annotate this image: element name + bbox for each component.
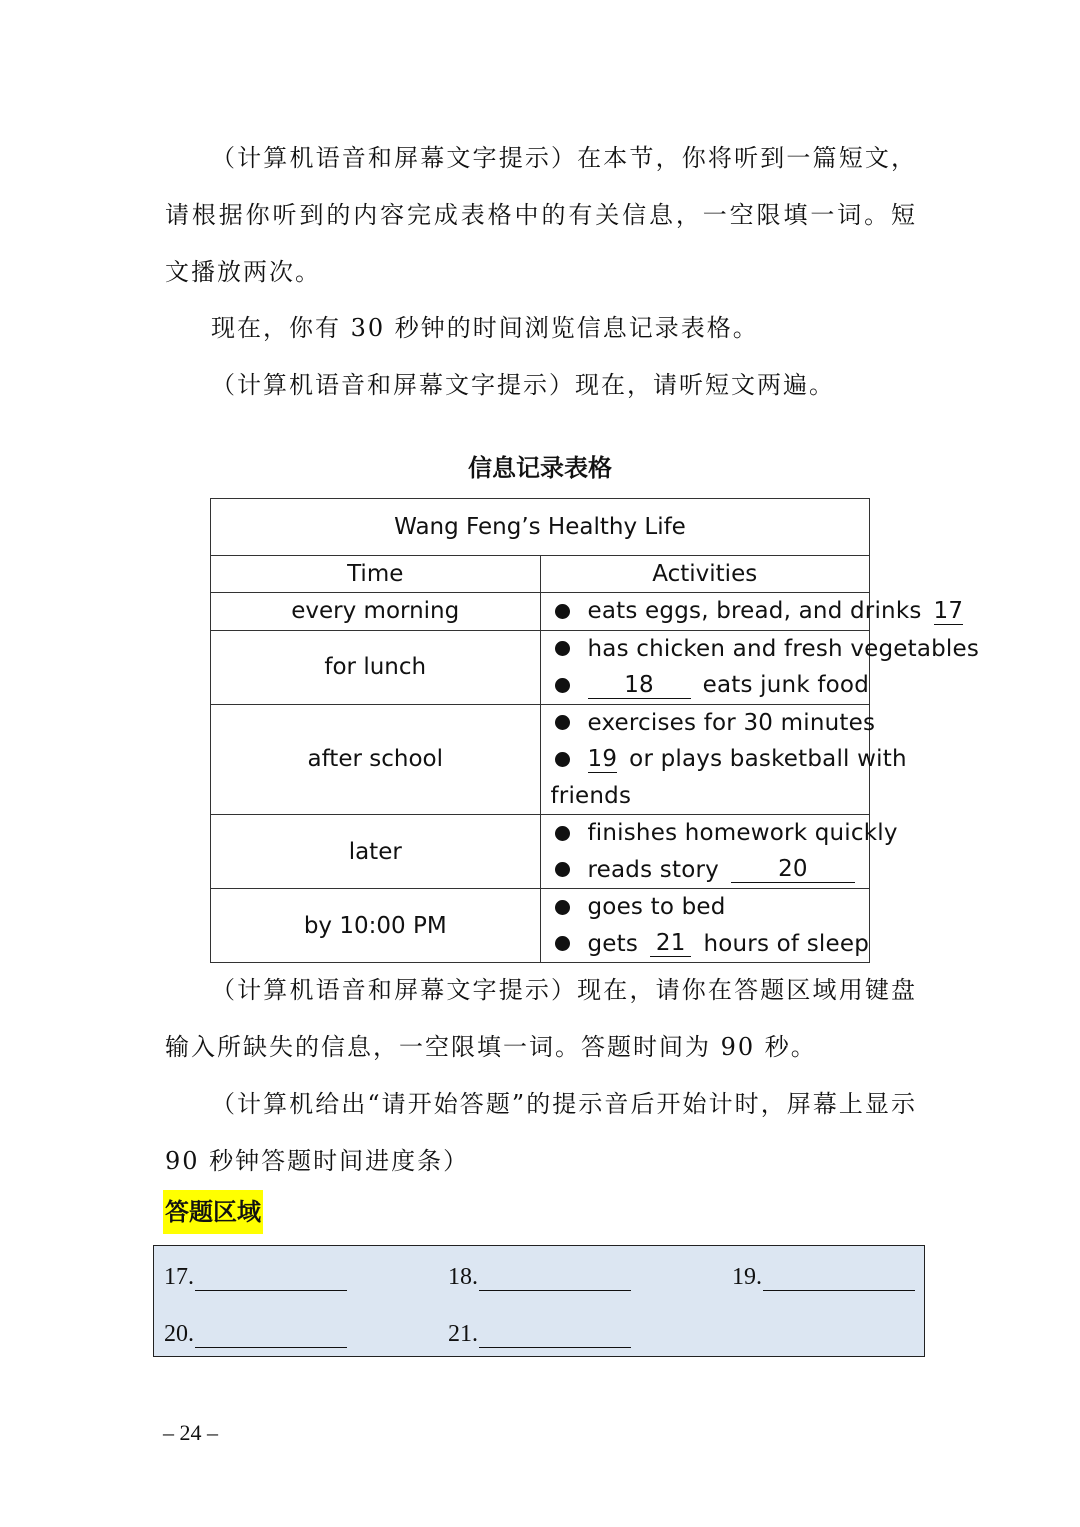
time-cell: for lunch	[211, 630, 541, 704]
table-row	[211, 889, 870, 963]
bullet-icon	[555, 900, 570, 915]
preview-instruction: 现在，你有 30 秒钟的时间浏览信息记录表格。	[211, 314, 759, 342]
activity-text: hours of sleep	[703, 930, 869, 957]
activities-cell	[540, 889, 870, 963]
intro-paragraph: （计算机语音和屏幕文字提示）在本节，你将听到一篇短文，请根据你听到的内容完成表格中的有关信息，一空限填一词。短文播放两次。	[165, 144, 917, 286]
bullet-icon	[555, 641, 570, 656]
answer-item-18	[448, 1261, 631, 1291]
blank-20: 20	[731, 856, 855, 883]
answer-number: 20.	[164, 1321, 194, 1347]
answer-input-21[interactable]	[479, 1323, 631, 1348]
activity-text-continued: friends	[550, 782, 632, 809]
activity-text: gets	[587, 930, 639, 957]
timer-instruction: （计算机给出“请开始答题”的提示音后开始计时，屏幕上显示 90 秒钟答题时间进度条）	[165, 1090, 917, 1175]
activities-cell	[540, 704, 907, 815]
blank-17: 17	[933, 597, 964, 624]
table-row	[211, 704, 870, 815]
answer-item-21	[448, 1318, 631, 1348]
bullet-icon	[555, 604, 570, 619]
answer-item-17	[164, 1261, 347, 1291]
answer-number: 19.	[732, 1264, 762, 1290]
page-number: – 24 –	[163, 1420, 218, 1445]
answer-number: 17.	[164, 1264, 194, 1290]
answer-number: 21.	[448, 1321, 478, 1347]
column-header-activities: Activities	[540, 556, 870, 593]
activity-text: eats junk food	[702, 672, 869, 699]
activity-text: finishes homework quickly	[587, 820, 898, 847]
answer-input-17[interactable]	[195, 1266, 347, 1291]
blank-19: 19	[587, 745, 618, 772]
time-cell: later	[211, 815, 541, 889]
table-row	[211, 815, 870, 889]
blank-21: 21	[650, 930, 691, 957]
time-cell: by 10:00 PM	[211, 889, 541, 963]
answer-input-20[interactable]	[195, 1323, 347, 1348]
activity-text: eats eggs, bread, and drinks	[587, 598, 922, 625]
table-heading: 信息记录表格	[468, 454, 612, 482]
activity-text: exercises for 30 minutes	[587, 709, 876, 736]
bullet-icon	[555, 715, 570, 730]
answer-area-label: 答题区域	[163, 1190, 263, 1234]
activities-cell	[540, 815, 898, 889]
activity-text: reads story	[587, 856, 719, 883]
bullet-icon	[555, 678, 570, 693]
bullet-icon	[555, 862, 570, 877]
bullet-icon	[555, 826, 570, 841]
activities-cell	[540, 593, 964, 631]
bullet-icon	[555, 936, 570, 951]
answer-area	[153, 1245, 925, 1357]
blank-18: 18	[588, 672, 691, 699]
answer-input-18[interactable]	[479, 1266, 631, 1291]
activity-text: or plays basketball with	[629, 746, 907, 773]
answer-item-19	[732, 1261, 915, 1291]
time-cell: every morning	[211, 593, 541, 631]
table-row	[211, 593, 870, 631]
time-cell: after school	[211, 704, 541, 815]
answer-number: 18.	[448, 1264, 478, 1290]
listen-instruction: （计算机语音和屏幕文字提示）现在，请听短文两遍。	[211, 371, 835, 399]
activity-text: goes to bed	[587, 894, 726, 921]
answer-item-20	[164, 1318, 347, 1348]
table-row	[211, 630, 870, 704]
info-record-table	[210, 498, 980, 963]
answer-input-19[interactable]	[763, 1266, 915, 1291]
table-title: Wang Feng’s Healthy Life	[211, 499, 870, 556]
activities-cell	[540, 630, 980, 704]
activity-text: has chicken and fresh vegetables	[587, 635, 980, 662]
column-header-time: Time	[211, 556, 541, 593]
bullet-icon	[555, 752, 570, 767]
answer-instruction: （计算机语音和屏幕文字提示）现在，请你在答题区域用键盘输入所缺失的信息，一空限填一词。答题时间为 90 秒。	[165, 976, 917, 1061]
